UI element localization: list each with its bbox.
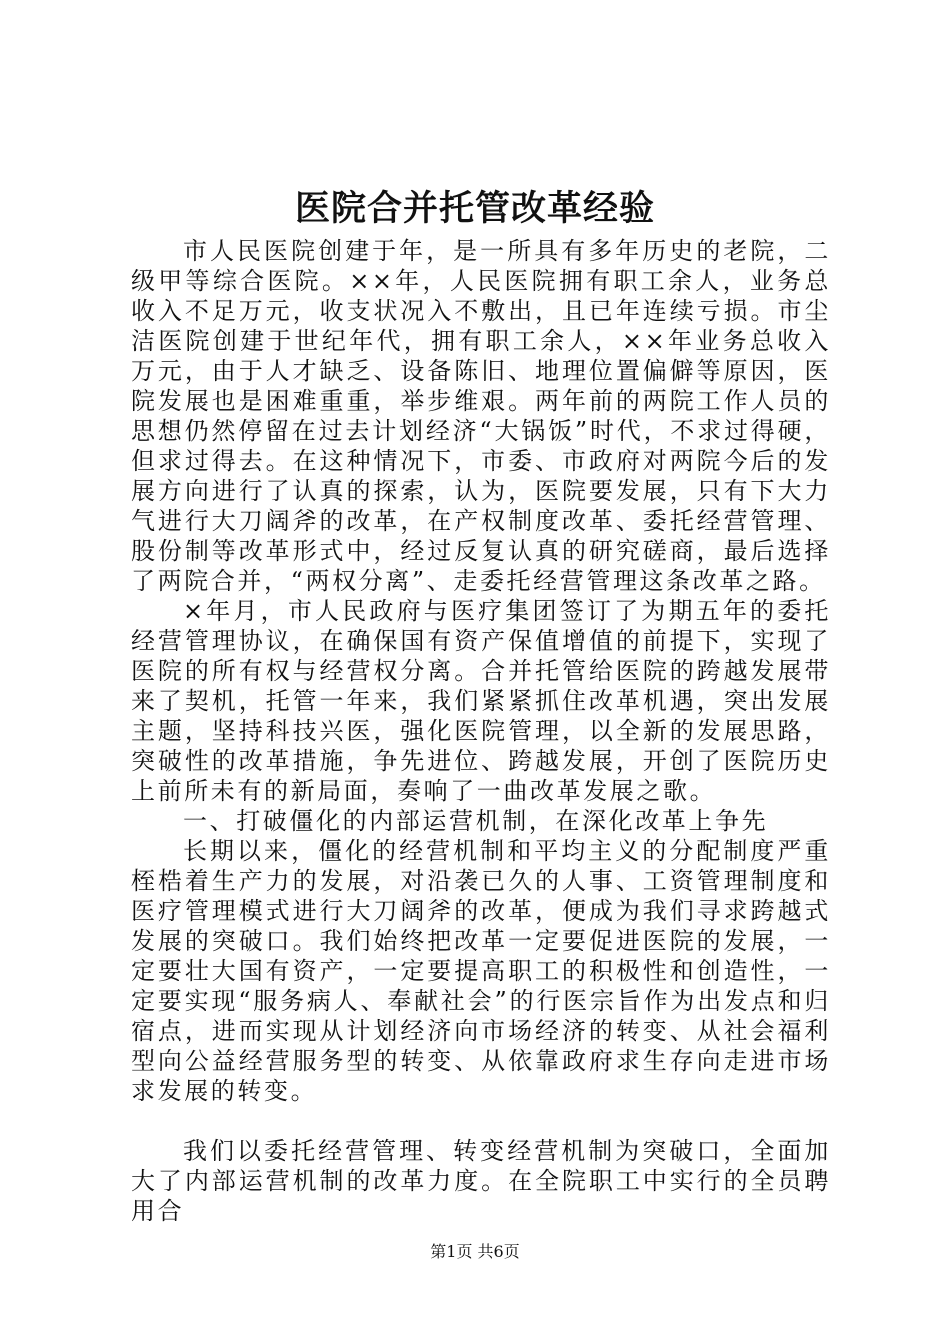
- page-footer: 第1页 共6页: [430, 1242, 520, 1261]
- paragraph-intro: 市人民医院创建于年，是一所具有多年历史的老院，二级甲等综合医院。××年，人民医院拥有职工余人，业务总收入不足万元，收支状况入不敷出，且已年连续亏损。市尘洁医院创建于世纪年代，拥有职工余人，××年业务总收入万元，由于人才缺乏、设备陈旧、地理位置偏僻等原因，医院发展也是困难重重，举步维艰。两年前的两院工作人员的思想仍然停留在过去计划经济“大锅饭”时代，不求过得硬，但求过得去。在这种情况下，市委、市政府对两院今后的发展方向进行了认真的探索，认为，医院要发展，只有下大力气进行大刀阔斧的改革，在产权制度改革、委托经营管理、股份制等改革形式中，经过反复认真的研究磋商，最后选择了两院合并，“两权分离”、走委托经营管理这条改革之路。: [131, 237, 831, 595]
- section-heading: 一、打破僵化的内部运营机制，在深化改革上争先: [183, 807, 769, 835]
- paragraph-agreement: ×年月，市人民政府与医疗集团签订了为期五年的委托经营管理协议，在确保国有资产保值增值的前提下，实现了医院的所有权与经营权分离。合并托管给医院的跨越发展带来了契机，托管一年来，我们紧紧抓住改革机遇，突出发展主题，坚持科技兴医，强化医院管理，以全新的发展思路，突破性的改革措施，争先进位、跨越发展，开创了医院历史上前所未有的新局面，奏响了一曲改革发展之歌。: [131, 597, 831, 805]
- paragraph-mechanism: 长期以来，僵化的经营机制和平均主义的分配制度严重桎梏着生产力的发展，对沿袭已久的人事、工资管理制度和医疗管理模式进行大刀阔斧的改革，便成为我们寻求跨越式发展的突破口。我们始终把改革一定要促进医院的发展，一定要壮大国有资产，一定要提高职工的积极性和创造性，一定要实现“服务病人、奉献社会”的行医宗旨作为出发点和归宿点，进而实现从计划经济向市场经济的转变、从社会福利型向公益经营服务型的转变、从依靠政府求生存向走进市场求发展的转变。: [131, 837, 831, 1105]
- document-body: [131, 236, 831, 1226]
- document-title: 医院合并托管改革经验: [294, 188, 655, 229]
- paragraph-spacer: [131, 1106, 831, 1136]
- paragraph-reform: 我们以委托经营管理、转变经营机制为突破口，全面加大了内部运营机制的改革力度。在全院职工中实行的全员聘用合: [131, 1137, 831, 1225]
